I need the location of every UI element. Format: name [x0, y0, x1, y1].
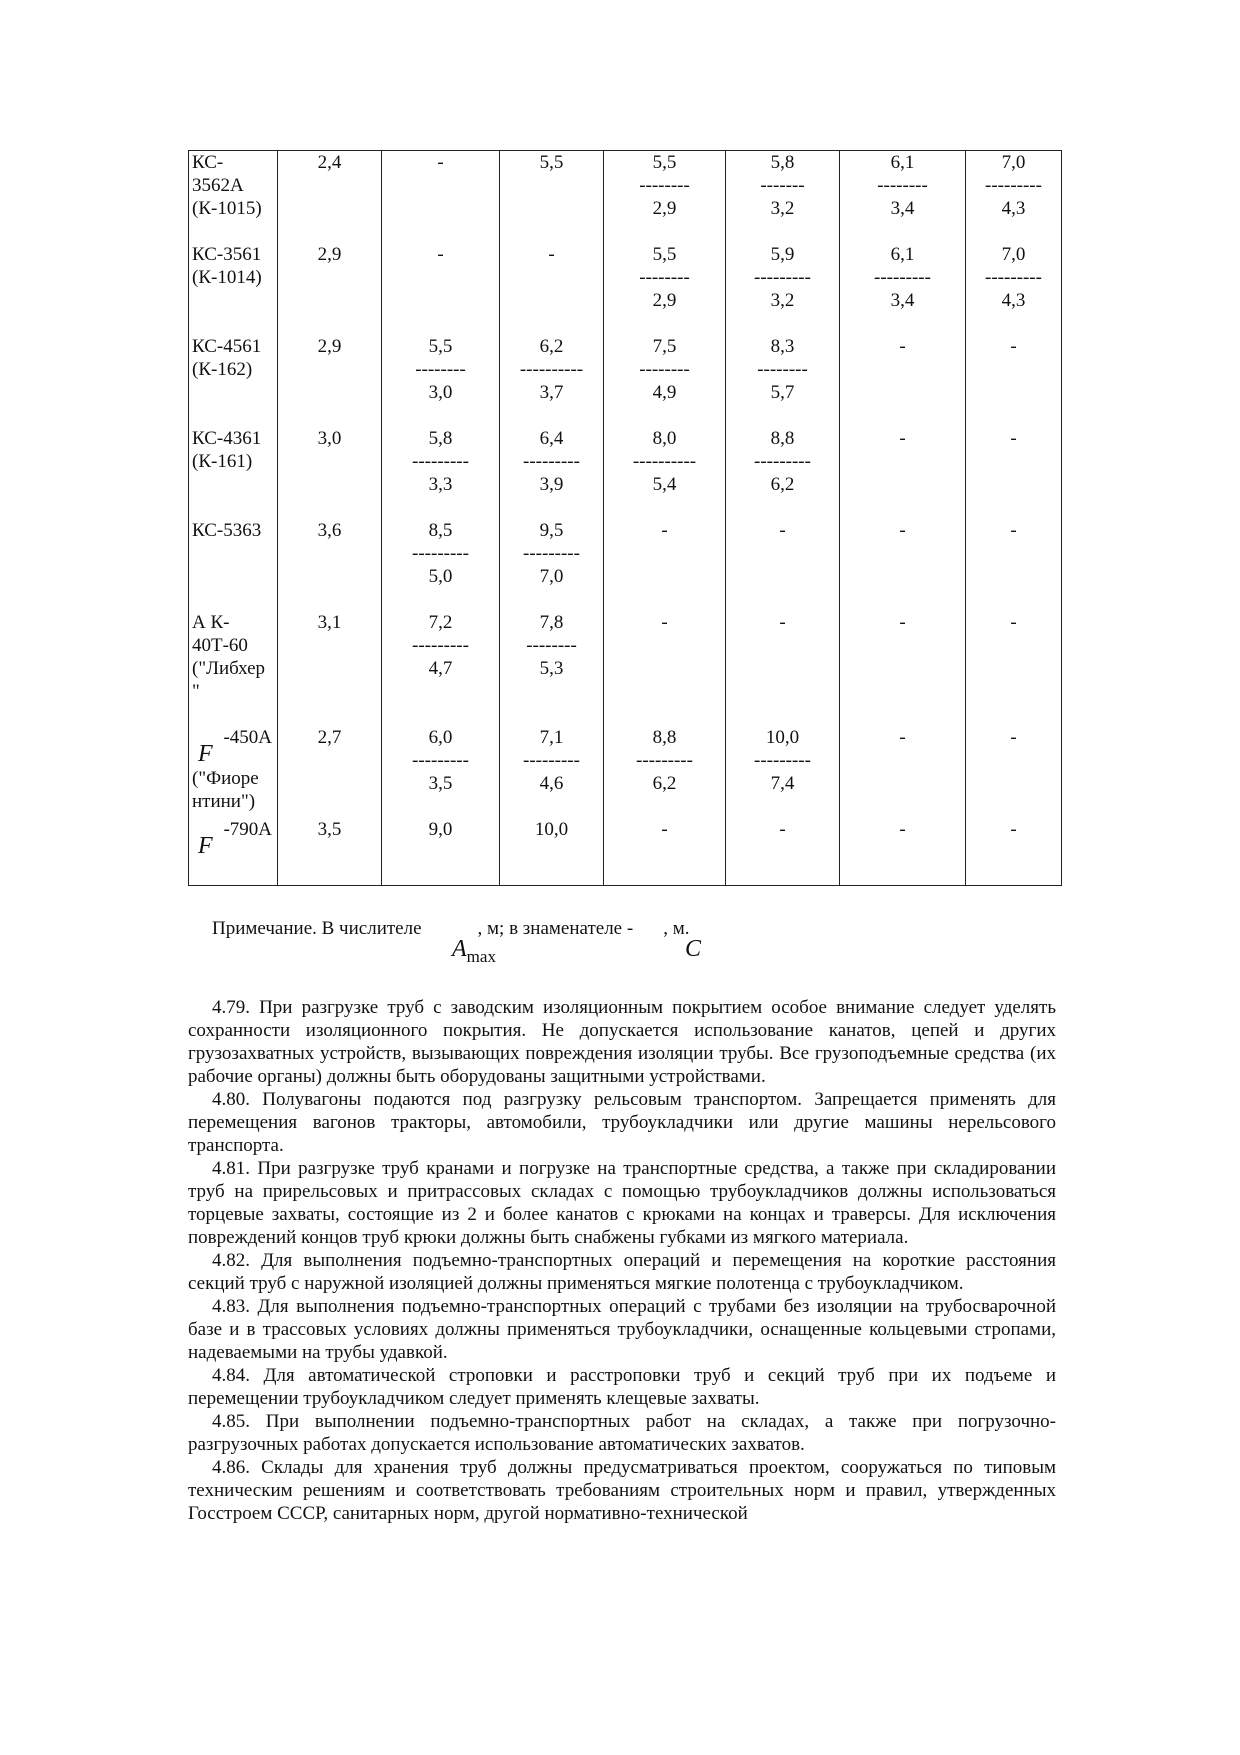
numerator: 7,5 [652, 335, 677, 357]
denominator: 4,6 [539, 772, 564, 794]
reach-value-cell [604, 335, 726, 427]
reach-value-cell [840, 519, 966, 611]
numerator: 6,4 [539, 427, 564, 449]
numerator: 6,0 [428, 726, 453, 748]
numerator: 5,5 [539, 152, 564, 173]
denominator: 5,0 [428, 565, 453, 587]
reach-value-cell [382, 335, 500, 427]
numerator: 9,0 [428, 818, 453, 840]
symbol-c: C [685, 936, 702, 962]
numerator: 8,8 [652, 726, 677, 748]
fraction-bar: -------- [757, 358, 808, 380]
reach-value-cell [726, 427, 840, 519]
denominator: 3,0 [428, 381, 453, 403]
boom-value-cell: 2,9 [278, 243, 382, 335]
boom-value-cell: 3,0 [278, 427, 382, 519]
crane-model-cell [189, 243, 278, 335]
denominator: 5,4 [652, 473, 677, 495]
numerator: 10,0 [534, 818, 569, 840]
boom-value-cell: 3,6 [278, 519, 382, 611]
numerator: - [1010, 726, 1017, 748]
numerator: 8,3 [770, 335, 795, 357]
denominator: 4,9 [652, 381, 677, 403]
numerator: 5,5 [652, 152, 677, 173]
body-text [188, 996, 1056, 1525]
crane-model-line: КС-4361 [192, 427, 262, 449]
reach-value-cell [382, 243, 500, 335]
reach-value-cell [500, 243, 604, 335]
crane-model-cell [189, 335, 278, 427]
crane-model-line: КС-3561 [192, 243, 262, 265]
fraction-bar: ---------- [632, 450, 697, 472]
fraction-bar: -------- [877, 175, 928, 196]
crane-model-line: КС-5363 [192, 519, 262, 541]
fraction-bar: --------- [412, 542, 469, 564]
numerator: - [779, 519, 786, 541]
reach-value-cell [604, 427, 726, 519]
numerator: - [779, 611, 786, 633]
crane-model-cell [189, 726, 278, 818]
crane-reach-table [188, 150, 1062, 886]
denominator: 3,5 [428, 772, 453, 794]
reach-value-cell [840, 335, 966, 427]
numerator: - [1010, 519, 1017, 541]
numerator: 8,8 [770, 427, 795, 449]
paragraph-4-81: 4.81. При разгрузке труб кранами и погрузке на транспортные средства, а также при складировании труб на прирельсовых и притрассовых складах с помощью трубоукладчиков должны использоваться торцевые захваты, состоящие из 2 и более канатов с крюками на концах и траверсы. Для исключения повреждений концов труб крюки должны быть снабжены губками из мягкого материала. [188, 1158, 1056, 1248]
note-middle: , м; в знаменателе - [477, 918, 634, 939]
table-row [189, 427, 1062, 519]
reach-value-cell [966, 427, 1062, 519]
reach-value-cell [500, 427, 604, 519]
note-suffix: , м. [663, 918, 690, 939]
numerator: 7,0 [1001, 152, 1026, 173]
fraction-bar: -------- [639, 358, 690, 380]
numerator: 6,1 [890, 152, 915, 173]
numerator: - [899, 427, 906, 449]
table-row [189, 611, 1062, 726]
denominator: 3,2 [770, 198, 795, 219]
reach-value-cell [500, 519, 604, 611]
denominator: 3,2 [770, 289, 795, 311]
reach-value-cell [840, 726, 966, 818]
boom-value-cell: 2,9 [278, 335, 382, 427]
numerator: - [548, 243, 555, 265]
denominator: 4,3 [1001, 289, 1026, 311]
crane-model-cell [189, 427, 278, 519]
numerator: 5,5 [652, 243, 677, 265]
reach-value-cell [500, 335, 604, 427]
numerator: - [437, 243, 444, 265]
numerator: - [899, 335, 906, 357]
boom-value-cell: 3,5 [278, 818, 382, 886]
crane-model-line: (К-1014) [192, 266, 262, 288]
fraction-bar: --------- [985, 175, 1042, 196]
denominator: 6,2 [770, 473, 795, 495]
numerator: 5,9 [770, 243, 795, 265]
table-row [189, 726, 1062, 818]
fraction-bar: -------- [639, 175, 690, 196]
reach-value-cell [604, 726, 726, 818]
numerator: - [899, 726, 906, 748]
crane-model-line: КС- [192, 152, 224, 173]
reach-value-cell [500, 151, 604, 243]
fraction-bar: -------- [415, 358, 466, 380]
crane-model-suffix: -450А [223, 726, 272, 748]
numerator: 5,8 [428, 427, 453, 449]
denominator: 7,0 [539, 565, 564, 587]
crane-model-line: (К-161) [192, 450, 253, 472]
crane-model-line: КС-4561 [192, 335, 262, 357]
reach-value-cell [726, 335, 840, 427]
table-row [189, 243, 1062, 335]
reach-value-cell [726, 818, 840, 886]
numerator: - [1010, 427, 1017, 449]
note-prefix: Примечание. В числителе [212, 918, 422, 939]
reach-value-cell [500, 818, 604, 886]
boom-value-cell: 3,1 [278, 611, 382, 726]
numerator: 8,0 [652, 427, 677, 449]
table-row [189, 519, 1062, 611]
table-row [189, 151, 1062, 243]
fraction-bar: ---------- [519, 358, 584, 380]
denominator: 6,2 [652, 772, 677, 794]
crane-model-line: А К- [192, 611, 230, 633]
fraction-bar: -------- [526, 634, 577, 656]
denominator: 5,7 [770, 381, 795, 403]
denominator: 4,3 [1001, 198, 1026, 219]
crane-model-symbol: F [198, 832, 213, 859]
symbol-a-max: $A_{max}$ [452, 936, 496, 966]
numerator: - [661, 519, 668, 541]
reach-value-cell [966, 726, 1062, 818]
numerator: - [779, 818, 786, 840]
denominator: 3,4 [890, 289, 915, 311]
numerator: - [661, 818, 668, 840]
reach-value-cell [966, 519, 1062, 611]
numerator: 8,5 [428, 519, 453, 541]
numerator: 10,0 [765, 726, 800, 748]
reach-value-cell [840, 427, 966, 519]
reach-value-cell [604, 611, 726, 726]
denominator: 2,9 [652, 198, 677, 219]
reach-value-cell [840, 243, 966, 335]
crane-model-cell [189, 151, 278, 243]
paragraph-4-80: 4.80. Полувагоны подаются под разгрузку рельсовым транспортом. Запрещается применять для перемещения вагонов тракторы, автомобили, трубоукладчики или другие машины нерельсового транспорта. [188, 1089, 1056, 1156]
fraction-bar: --------- [412, 634, 469, 656]
numerator: 7,1 [539, 726, 564, 748]
paragraph-4-86: 4.86. Склады для хранения труб должны предусматриваться проектом, сооружаться по типовым техническим решениям и соответствовать требованиям строительных норм и правил, утвержденных Госстроем СССР, санитарных норм, другой нормативно-технической [188, 1457, 1056, 1524]
reach-value-cell [840, 151, 966, 243]
reach-value-cell [966, 335, 1062, 427]
crane-model-symbol: F [198, 740, 213, 767]
reach-value-cell [604, 818, 726, 886]
numerator: - [899, 519, 906, 541]
crane-model-line: ("Фиоре [192, 767, 259, 789]
numerator: 6,2 [539, 335, 564, 357]
numerator: - [437, 152, 444, 173]
fraction-bar: --------- [523, 542, 580, 564]
fraction-bar: -------- [639, 266, 690, 288]
reach-value-cell [382, 519, 500, 611]
fraction-bar: --------- [412, 749, 469, 771]
denominator: 5,3 [539, 657, 564, 679]
numerator: - [1010, 818, 1017, 840]
crane-model-cell [189, 611, 278, 726]
fraction-bar: ------- [760, 175, 805, 196]
denominator: 3,9 [539, 473, 564, 495]
numerator: 7,0 [1001, 243, 1026, 265]
crane-model-line: нтини") [192, 790, 256, 812]
reach-value-cell [382, 611, 500, 726]
reach-value-cell [604, 151, 726, 243]
reach-value-cell [966, 151, 1062, 243]
paragraph-4-84: 4.84. Для автоматической строповки и расстроповки труб и секций труб при их подъеме и перемещении трубоукладчиком следует применять клещевые захваты. [188, 1365, 1056, 1409]
table-row [189, 818, 1062, 886]
numerator: - [899, 818, 906, 840]
fraction-bar: --------- [754, 749, 811, 771]
reach-value-cell [840, 818, 966, 886]
denominator: 2,9 [652, 289, 677, 311]
reach-value-cell [500, 611, 604, 726]
numerator: 7,2 [428, 611, 453, 633]
fraction-bar: --------- [523, 749, 580, 771]
reach-value-cell [382, 427, 500, 519]
reach-value-cell [726, 726, 840, 818]
numerator: 5,8 [770, 152, 795, 173]
paragraph-4-82: 4.82. Для выполнения подъемно-транспортных операций и перемещения на короткие расстояния секций труб с наружной изоляцией должны применяться мягкие полотенца с трубоукладчиком. [188, 1250, 1056, 1294]
numerator: - [1010, 611, 1017, 633]
numerator: 9,5 [539, 519, 564, 541]
crane-model-cell [189, 519, 278, 611]
crane-model-line: (К-1015) [192, 198, 262, 219]
fraction-bar: --------- [754, 450, 811, 472]
denominator: 4,7 [428, 657, 453, 679]
crane-model-line: (К-162) [192, 358, 253, 380]
boom-value-cell: 2,4 [278, 151, 382, 243]
fraction-bar: --------- [874, 266, 931, 288]
reach-value-cell [382, 818, 500, 886]
paragraph-4-85: 4.85. При выполнении подъемно-транспортных работ на складах, а также при погрузочно-разгрузочных работах допускается использование автоматических захватов. [188, 1411, 1056, 1455]
fraction-bar: --------- [754, 266, 811, 288]
numerator: 7,8 [539, 611, 564, 633]
reach-value-cell [726, 519, 840, 611]
reach-value-cell [726, 243, 840, 335]
table-note [212, 918, 689, 940]
reach-value-cell [382, 151, 500, 243]
fraction-bar: --------- [636, 749, 693, 771]
fraction-bar: --------- [985, 266, 1042, 288]
reach-value-cell [500, 726, 604, 818]
numerator: 6,1 [890, 243, 915, 265]
reach-value-cell [966, 818, 1062, 886]
fraction-bar: --------- [412, 450, 469, 472]
reach-value-cell [604, 243, 726, 335]
paragraph-4-83: 4.83. Для выполнения подъемно-транспортных операций с трубами без изоляции на трубосварочной базе и в трассовых условиях должны применяться трубоукладчики, оснащенные кольцевыми стропами, надеваемыми на трубы удавкой. [188, 1296, 1056, 1363]
numerator: - [661, 611, 668, 633]
denominator: 7,4 [770, 772, 795, 794]
reach-value-cell [604, 519, 726, 611]
fraction-bar: --------- [523, 450, 580, 472]
reach-value-cell [966, 611, 1062, 726]
reach-value-cell [966, 243, 1062, 335]
crane-model-line: 40Т-60 [192, 634, 248, 656]
table-row [189, 335, 1062, 427]
denominator: 3,4 [890, 198, 915, 219]
reach-value-cell [726, 151, 840, 243]
numerator: 5,5 [428, 335, 453, 357]
crane-model-line: ("Либхер [192, 657, 266, 679]
crane-model-suffix: -790А [223, 818, 272, 840]
denominator: 3,3 [428, 473, 453, 495]
reach-value-cell [840, 611, 966, 726]
reach-value-cell [382, 726, 500, 818]
crane-model-line: 3562А [192, 175, 244, 196]
crane-model-line: " [192, 680, 200, 702]
numerator: - [1010, 335, 1017, 357]
boom-value-cell: 2,7 [278, 726, 382, 818]
paragraph-4-79: 4.79. При разгрузке труб с заводским изоляционным покрытием особое внимание следует уделять сохранности изоляционного покрытия. Не допускается использование канатов, цепей и других грузозахватных устройств, вызывающих повреждения изоляции трубы. Все грузоподъемные средства (их рабочие органы) должны быть оборудованы защитными устройствами. [188, 997, 1056, 1087]
reach-value-cell [726, 611, 840, 726]
denominator: 3,7 [539, 381, 564, 403]
numerator: - [899, 611, 906, 633]
crane-model-cell [189, 818, 278, 886]
